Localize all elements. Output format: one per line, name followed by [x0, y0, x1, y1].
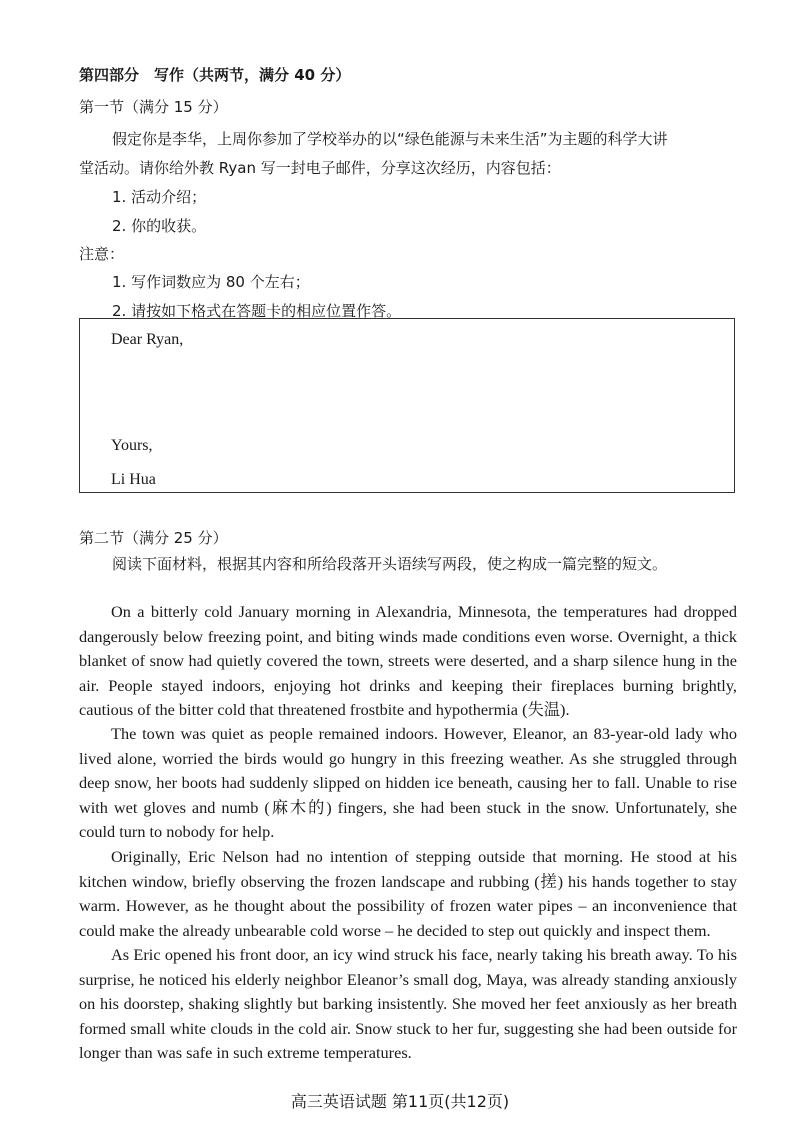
content-item-1: 1. 活动介绍； [112, 188, 207, 206]
note-label: 注意： [79, 245, 125, 263]
page-footer: 高三英语试题 第11页(共12页) [290, 1092, 510, 1111]
story-paragraph-3: Originally, Eric Nelson had no intention of stepping outside that morning. He stood at his kitchen window, briefly observing the frozen landscape and rubbing (搓) his hands together to stay warm. However, as he thought about the possibility of frozen water pipes – an inconvenience that could make the already unbearable cold worse – he decided to step out quickly and inspect them. [79, 847, 737, 940]
story-paragraph-4: As Eric opened his front door, an icy wind struck his face, nearly taking his breath away. To his surprise, he noticed his elderly neighbor Eleanor’s small dog, Maya, was already standing anxiously on his doorstep, shaking slightly but barking insistently. She moved her feet anxiously as her breath formed small white clouds in the cold air. Snow stuck to her fur, suggesting she had been outside for longer than was safe in such extreme temperatures. [79, 945, 737, 1063]
letter-format-box [79, 318, 735, 493]
letter-signature: Li Hua [111, 471, 156, 488]
task-line-1: 假定你是李华，上周你参加了学校举办的以“绿色能源与未来生活”为主题的科学大讲 [112, 130, 668, 148]
note-2: 2. 请按如下格式在答题卡的相应位置作答。 [112, 302, 402, 320]
part1-heading: 第一节（满分 15 分） [79, 98, 228, 116]
story-paragraph-2: The town was quiet as people remained indoors. However, Eleanor, an 83-year-old lady who lived alone, worried the birds would go hungry in this freezing weather. As she struggled through deep snow, her boots had suddenly slipped on hidden ice beneath, causing her to fall. Unable to rise with wet gloves and numb (麻木的) fingers, she had been stuck in the snow. Unfortunately, she could turn to nobody for help. [79, 724, 737, 842]
section-title: 第四部分 写作（共两节，满分 40 分） [79, 66, 351, 84]
story-paragraph-1: On a bitterly cold January morning in Alexandria, Minnesota, the temperatures had dropped dangerously below freezing point, and biting winds made conditions even worse. Overnight, a thick blanket of snow had quietly covered the town, streets were deserted, and a sharp silence hung in the air. People stayed indoors, enjoying hot drinks and keeping their fireplaces burning brightly, cautious of the bitter cold that threatened frostbite and hypothermia (失温). [79, 602, 737, 720]
part2-instruction: 阅读下面材料，根据其内容和所给段落开头语续写两段，使之构成一篇完整的短文。 [112, 555, 668, 573]
content-item-2: 2. 你的收获。 [112, 217, 207, 235]
task-line-2: 堂活动。请你给外教 Ryan 写一封电子邮件，分享这次经历，内容包括： [79, 159, 561, 177]
letter-closing: Yours, [111, 437, 153, 454]
letter-greeting: Dear Ryan, [111, 331, 184, 348]
note-1: 1. 写作词数应为 80 个左右； [112, 273, 310, 291]
part2-heading: 第二节（满分 25 分） [79, 529, 228, 547]
